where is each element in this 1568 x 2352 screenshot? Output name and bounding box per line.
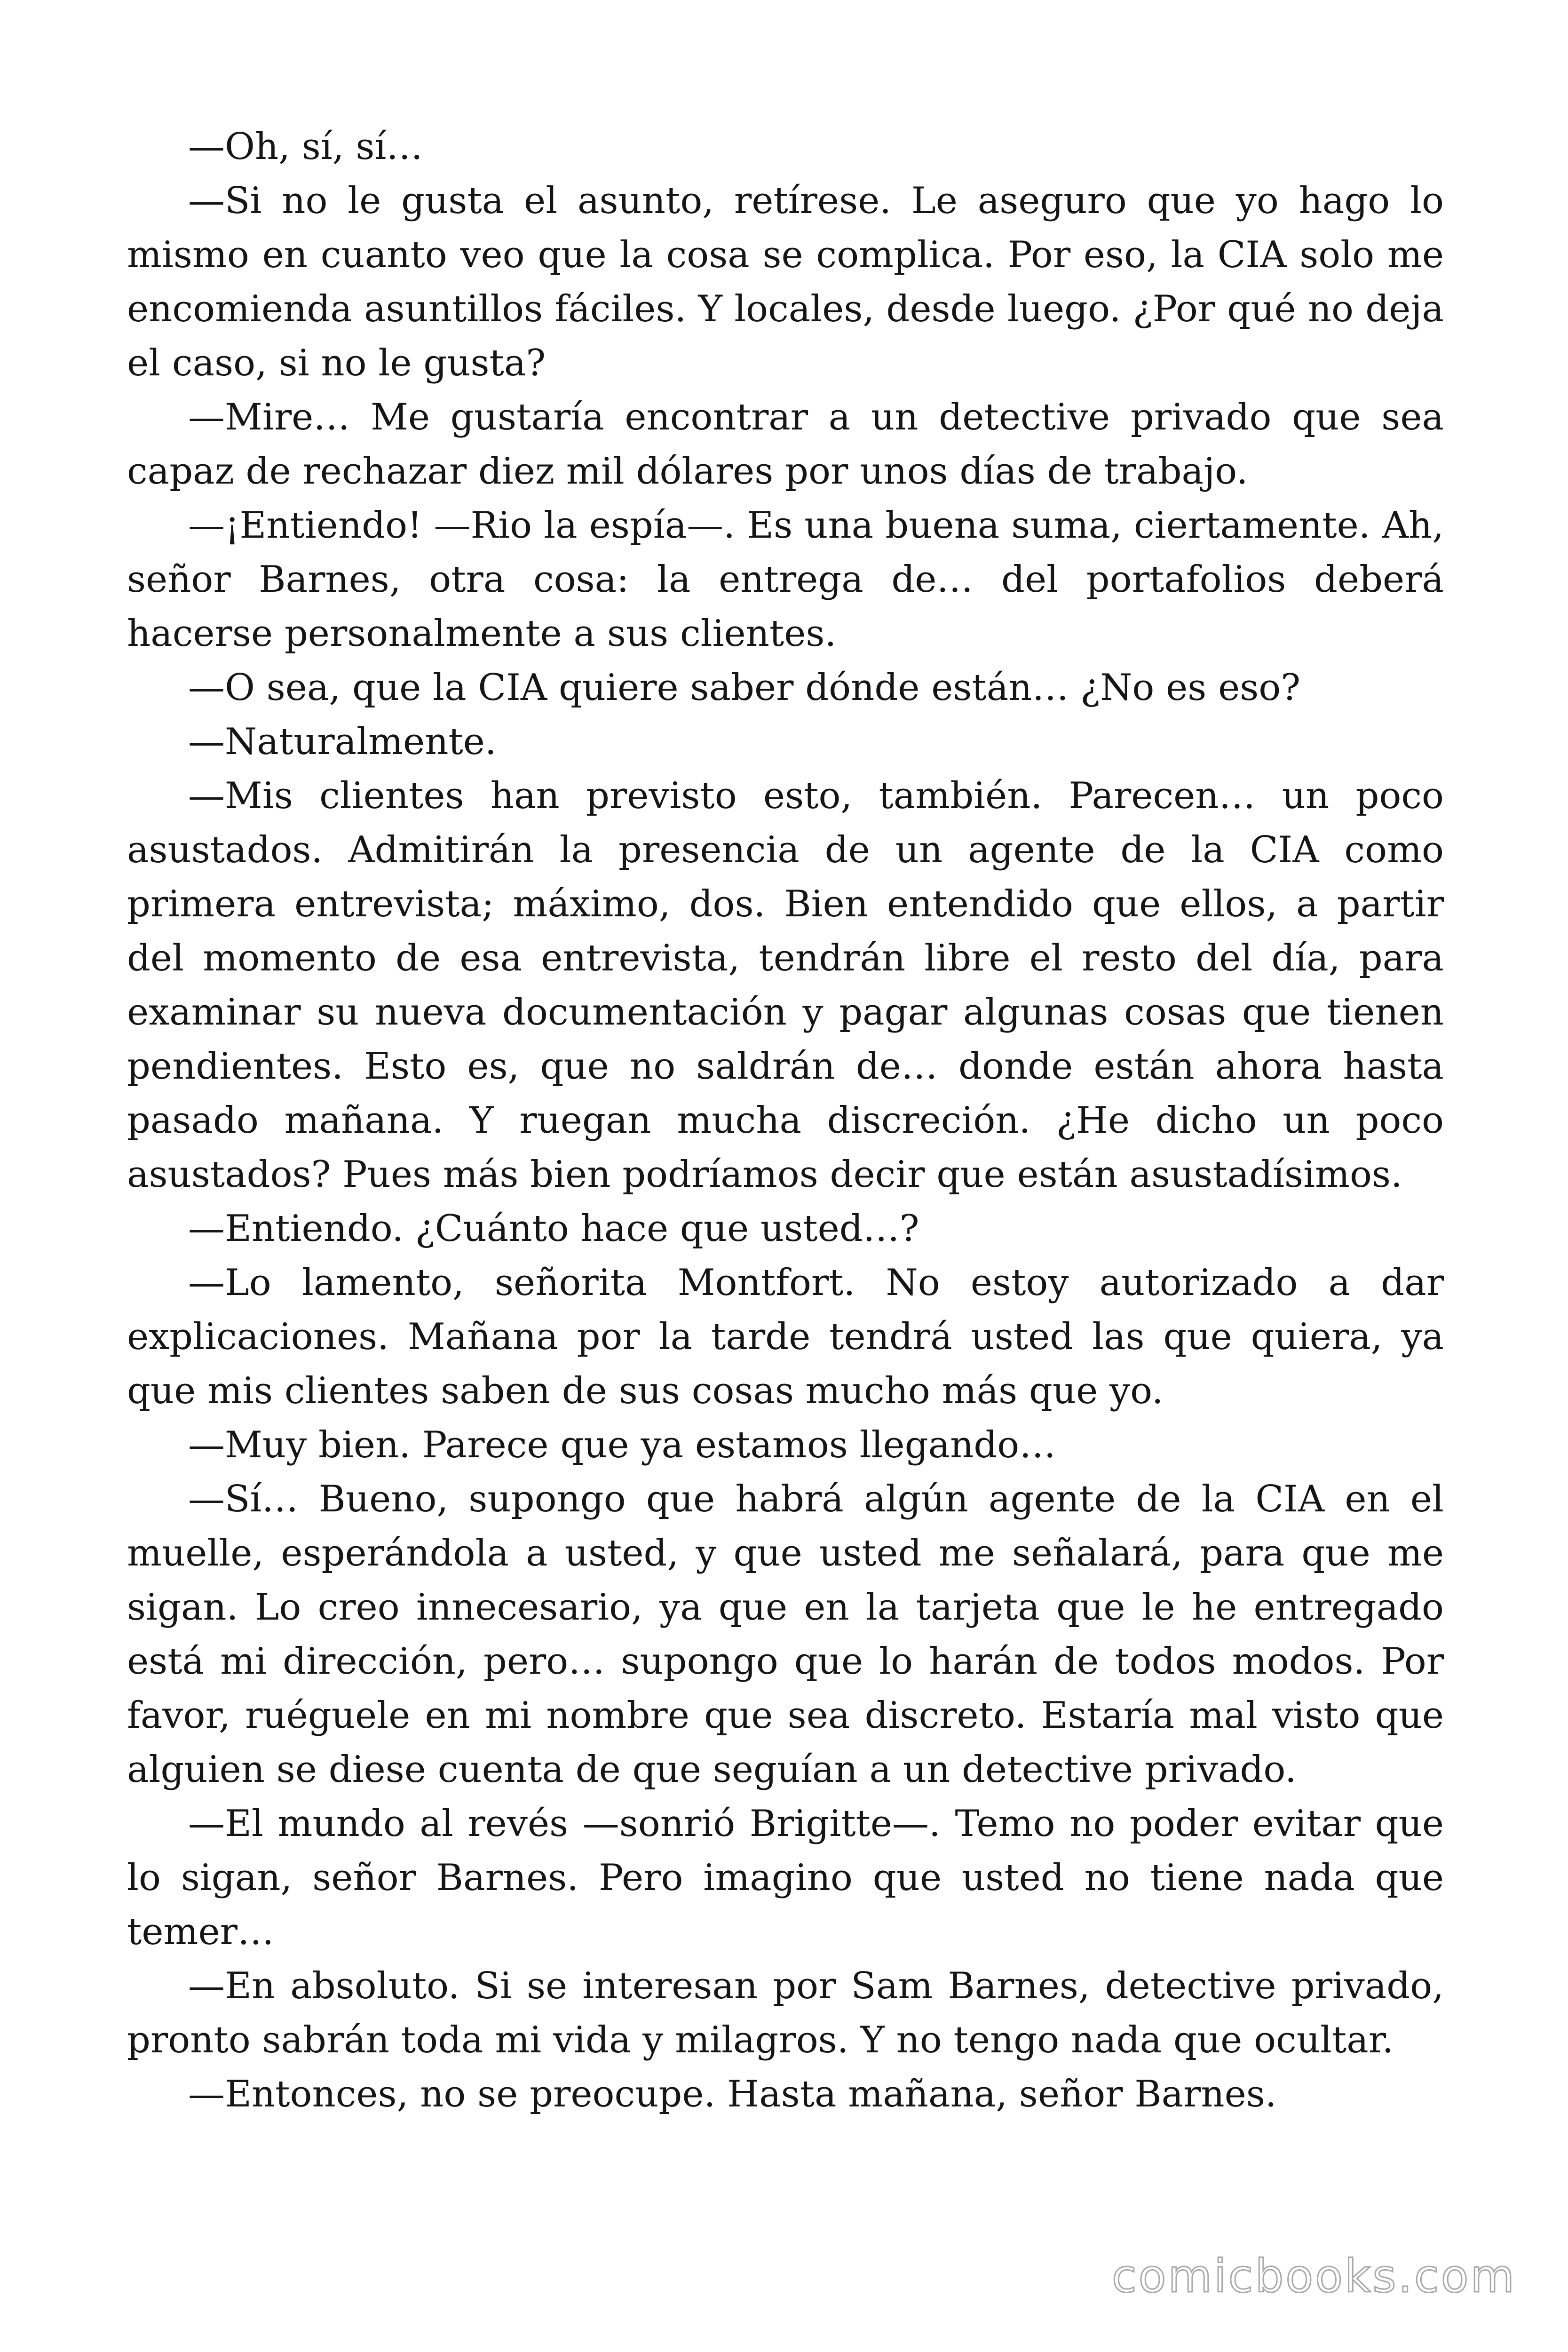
paragraph-5: —O sea, que la CIA quiere saber dónde están… ¿No es eso? [188, 667, 1301, 709]
paragraph-11: —Sí… Bueno, supongo que habrá algún agente de la CIA en el muelle, esperándola a usted, y que usted me señalará, para que me sigan. Lo creo innecesario, ya que en la tarjeta que le he entregado está mi dirección, pero… supongo que lo harán de todos modos. Por favor, ruéguele en mi nombre que sea discreto. Estaría mal visto que alguien se diese cuenta de que seguían a un detective privado. [127, 1478, 1444, 1791]
book-page-text [127, 120, 1444, 2122]
paragraph-10: —Muy bien. Parece que ya estamos llegando… [188, 1424, 1056, 1466]
paragraph-12: —El mundo al revés —sonrió Brigitte—. Temo no poder evitar que lo sigan, señor Barnes. Pero imagino que usted no tiene nada que temer… [127, 1803, 1444, 1953]
paragraph-2: —Si no le gusta el asunto, retírese. Le aseguro que yo hago lo mismo en cuanto veo que la cosa se complica. Por eso, la CIA solo me encomienda asuntillos fáciles. Y locales, desde luego. ¿Por qué no deja el caso, si no le gusta? [127, 180, 1444, 384]
paragraph-7: —Mis clientes han previsto esto, también. Parecen… un poco asustados. Admitirán la presencia de un agente de la CIA como primera entrevista; máximo, dos. Bien entendido que ellos, a partir del momento de esa entrevista, tendrán libre el resto del día, para examinar su nueva documentación y pagar algunas cosas que tienen pendientes. Esto es, que no saldrán de… donde están ahora hasta pasado mañana. Y ruegan mucha discreción. ¿He dicho un poco asustados? Pues más bien podríamos decir que están asustadísimos. [127, 775, 1444, 1196]
paragraph-6: —Naturalmente. [188, 721, 497, 763]
paragraph-9: —Lo lamento, señorita Montfort. No estoy autorizado a dar explicaciones. Mañana por la tarde tendrá usted las que quiera, ya que mis clientes saben de sus cosas mucho más que yo. [127, 1262, 1444, 1412]
paragraph-13: —En absoluto. Si se interesan por Sam Barnes, detective privado, pronto sabrán toda mi vida y milagros. Y no tengo nada que ocultar. [127, 1965, 1444, 2061]
paragraph-8: —Entiendo. ¿Cuánto hace que usted…? [188, 1208, 919, 1250]
paragraph-3: —Mire… Me gustaría encontrar a un detective privado que sea capaz de rechazar diez mil dólares por unos días de trabajo. [127, 396, 1444, 493]
paragraph-1: —Oh, sí, sí… [188, 126, 423, 168]
watermark: comicbooks.com [1111, 2250, 1516, 2303]
paragraph-4: —¡Entiendo! —Rio la espía—. Es una buena suma, ciertamente. Ah, señor Barnes, otra cosa: la entrega de… del portafolios deberá hacerse personalmente a sus clientes. [127, 504, 1444, 655]
paragraph-14: —Entonces, no se preocupe. Hasta mañana, señor Barnes. [188, 2073, 1277, 2115]
